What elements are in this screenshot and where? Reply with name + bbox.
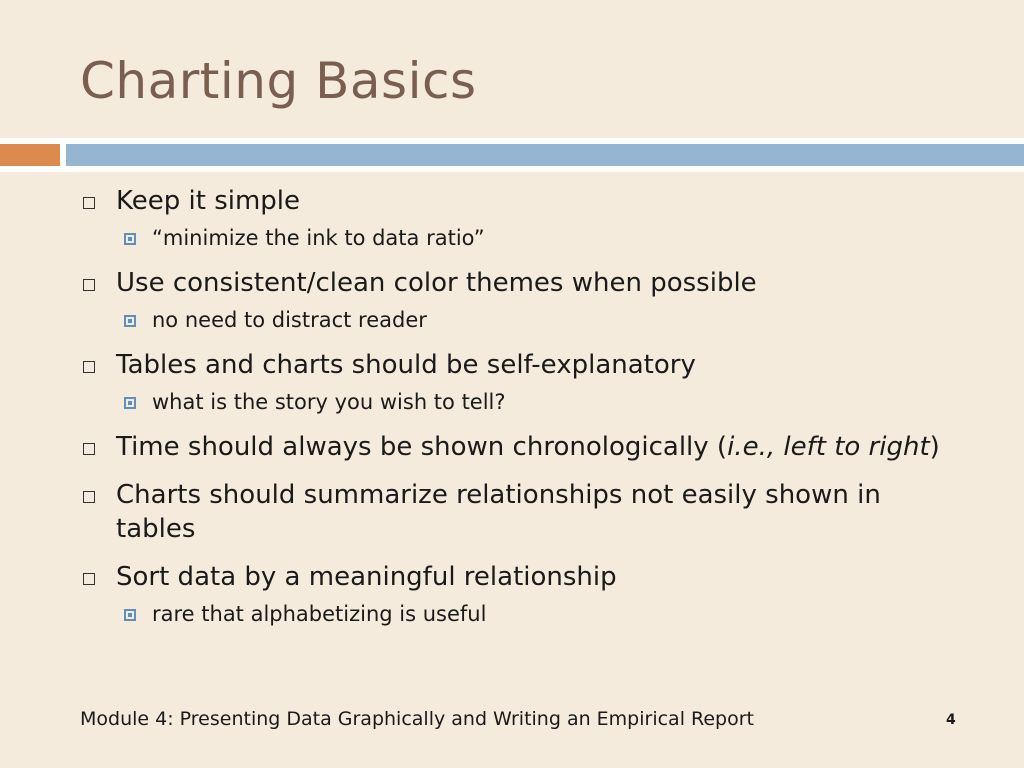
square-bullet-icon bbox=[83, 443, 95, 455]
square-bullet-icon bbox=[83, 279, 95, 291]
sub-bullet-item bbox=[80, 388, 940, 416]
sub-bullet-text: “minimize the ink to data ratio” bbox=[152, 226, 485, 250]
bullet-item bbox=[80, 184, 940, 218]
sub-bullet-item bbox=[80, 306, 940, 334]
filled-square-bullet-icon bbox=[124, 609, 136, 621]
sub-bullet-text: what is the story you wish to tell? bbox=[152, 390, 506, 414]
accent-bar-orange bbox=[0, 144, 60, 166]
filled-square-bullet-icon bbox=[124, 397, 136, 409]
bullet-text-before: Time should always be shown chronologically ( bbox=[116, 432, 728, 462]
bullet-item bbox=[80, 478, 940, 546]
bullet-text-after: ) bbox=[929, 432, 940, 462]
bullet-item bbox=[80, 560, 940, 594]
sub-bullet-item bbox=[80, 600, 940, 628]
page-number: 4 bbox=[946, 712, 956, 728]
bullet-text: Sort data by a meaningful relationship bbox=[116, 562, 617, 592]
square-bullet-icon bbox=[83, 197, 95, 209]
accent-bar-blue bbox=[66, 144, 1024, 166]
sub-bullet-item bbox=[80, 224, 940, 252]
bullet-list bbox=[80, 180, 940, 628]
bullet-text: Use consistent/clean color themes when possible bbox=[116, 268, 757, 298]
bullet-text: Charts should summarize relationships not easily shown in tables bbox=[116, 480, 881, 544]
bullet-item bbox=[80, 430, 940, 464]
filled-square-bullet-icon bbox=[124, 315, 136, 327]
bullet-item bbox=[80, 348, 940, 382]
square-bullet-icon bbox=[83, 361, 95, 373]
filled-square-bullet-icon bbox=[124, 233, 136, 245]
bullet-text: Tables and charts should be self-explanatory bbox=[116, 350, 696, 380]
square-bullet-icon bbox=[83, 491, 95, 503]
slide-title: Charting Basics bbox=[80, 52, 477, 110]
sub-bullet-text: rare that alphabetizing is useful bbox=[152, 602, 487, 626]
bullet-text: Keep it simple bbox=[116, 186, 301, 216]
square-bullet-icon bbox=[83, 573, 95, 585]
bullet-text-italic: i.e., left to right bbox=[727, 432, 930, 462]
header-divider bbox=[0, 138, 1024, 172]
sub-bullet-text: no need to distract reader bbox=[152, 308, 427, 332]
bullet-item bbox=[80, 266, 940, 300]
slide-footer: Module 4: Presenting Data Graphically and Writing an Empirical Report bbox=[80, 708, 754, 730]
